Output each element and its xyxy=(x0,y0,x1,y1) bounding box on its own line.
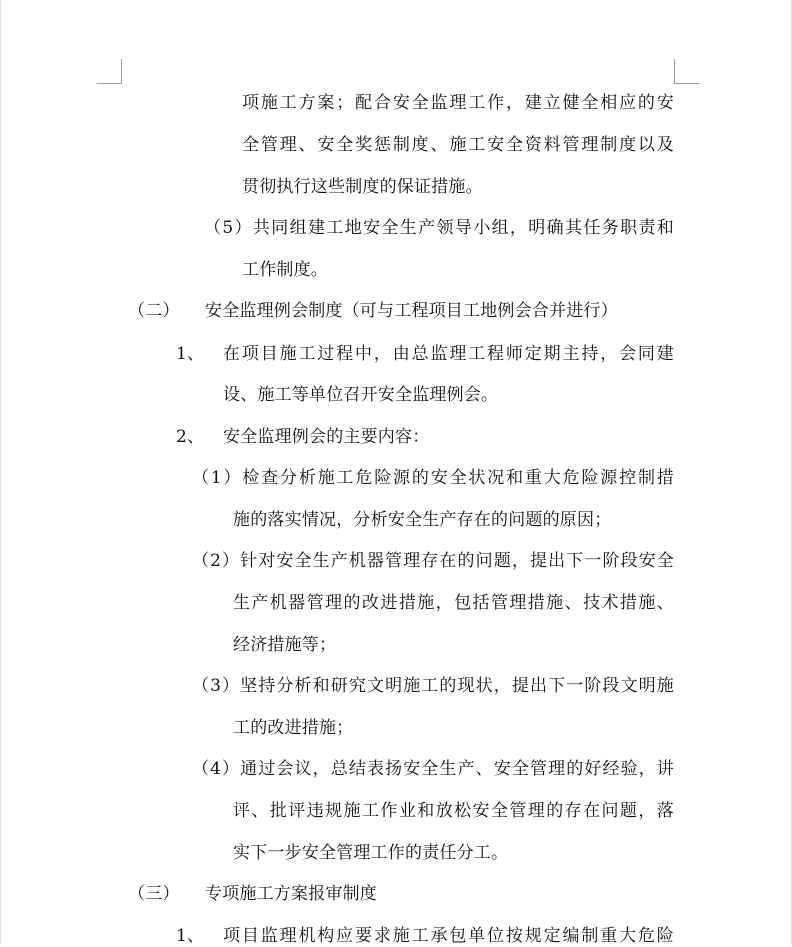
text-line: 实下一步安全管理工作的责任分工。 xyxy=(233,843,509,863)
list-item-5: （5）共同组建工地安全生产领导小组，明确其任务职责和 xyxy=(204,218,674,238)
list-item-1: （1）检查分析施工危险源的安全状况和重大危险源控制措 xyxy=(192,468,674,488)
text-line: 工的改进措施； xyxy=(233,718,354,738)
section-number: （二） xyxy=(128,301,180,321)
item-number: 1、 xyxy=(176,926,205,946)
section-heading: 安全监理例会制度（可与工程项目工地例会合并进行） xyxy=(205,301,618,321)
text-line: 全管理、安全奖惩制度、施工安全资料管理制度以及 xyxy=(242,135,674,155)
item-number: 2、 xyxy=(176,427,205,447)
text-line: 贯彻执行这些制度的保证措施。 xyxy=(242,177,483,197)
margin-corner-mark-left xyxy=(97,59,122,84)
list-item-3: （3）坚持分析和研究文明施工的现状，提出下一阶段文明施 xyxy=(192,676,674,696)
text-line: 项施工方案；配合安全监理工作，建立健全相应的安 xyxy=(242,93,674,113)
margin-corner-mark-right xyxy=(674,59,699,84)
list-item-2: （2）针对安全生产机器管理存在的问题，提出下一阶段安全 xyxy=(192,551,674,571)
text-line: 经济措施等； xyxy=(233,635,337,655)
text-line: 工作制度。 xyxy=(242,260,328,280)
text-line: 设、施工等单位召开安全监理例会。 xyxy=(223,385,499,405)
section-heading: 专项施工方案报审制度 xyxy=(205,884,377,904)
list-item-4: （4）通过会议，总结表扬安全生产、安全管理的好经验，讲 xyxy=(192,759,674,779)
text-line: 生产机器管理的改进措施，包括管理措施、技术措施、 xyxy=(233,593,674,613)
item-number: 1、 xyxy=(176,344,205,364)
text-line: 在项目施工过程中，由总监理工程师定期主持，会同建 xyxy=(223,344,674,364)
text-line: 项目监理机构应要求施工承包单位按规定编制重大危险 xyxy=(223,926,674,946)
section-number: （三） xyxy=(128,884,180,904)
text-line: 安全监理例会的主要内容： xyxy=(223,427,430,447)
text-line: 评、批评违规施工作业和放松安全管理的存在问题，落 xyxy=(233,801,674,821)
text-line: 施的落实情况，分析安全生产存在的问题的原因； xyxy=(233,510,612,530)
